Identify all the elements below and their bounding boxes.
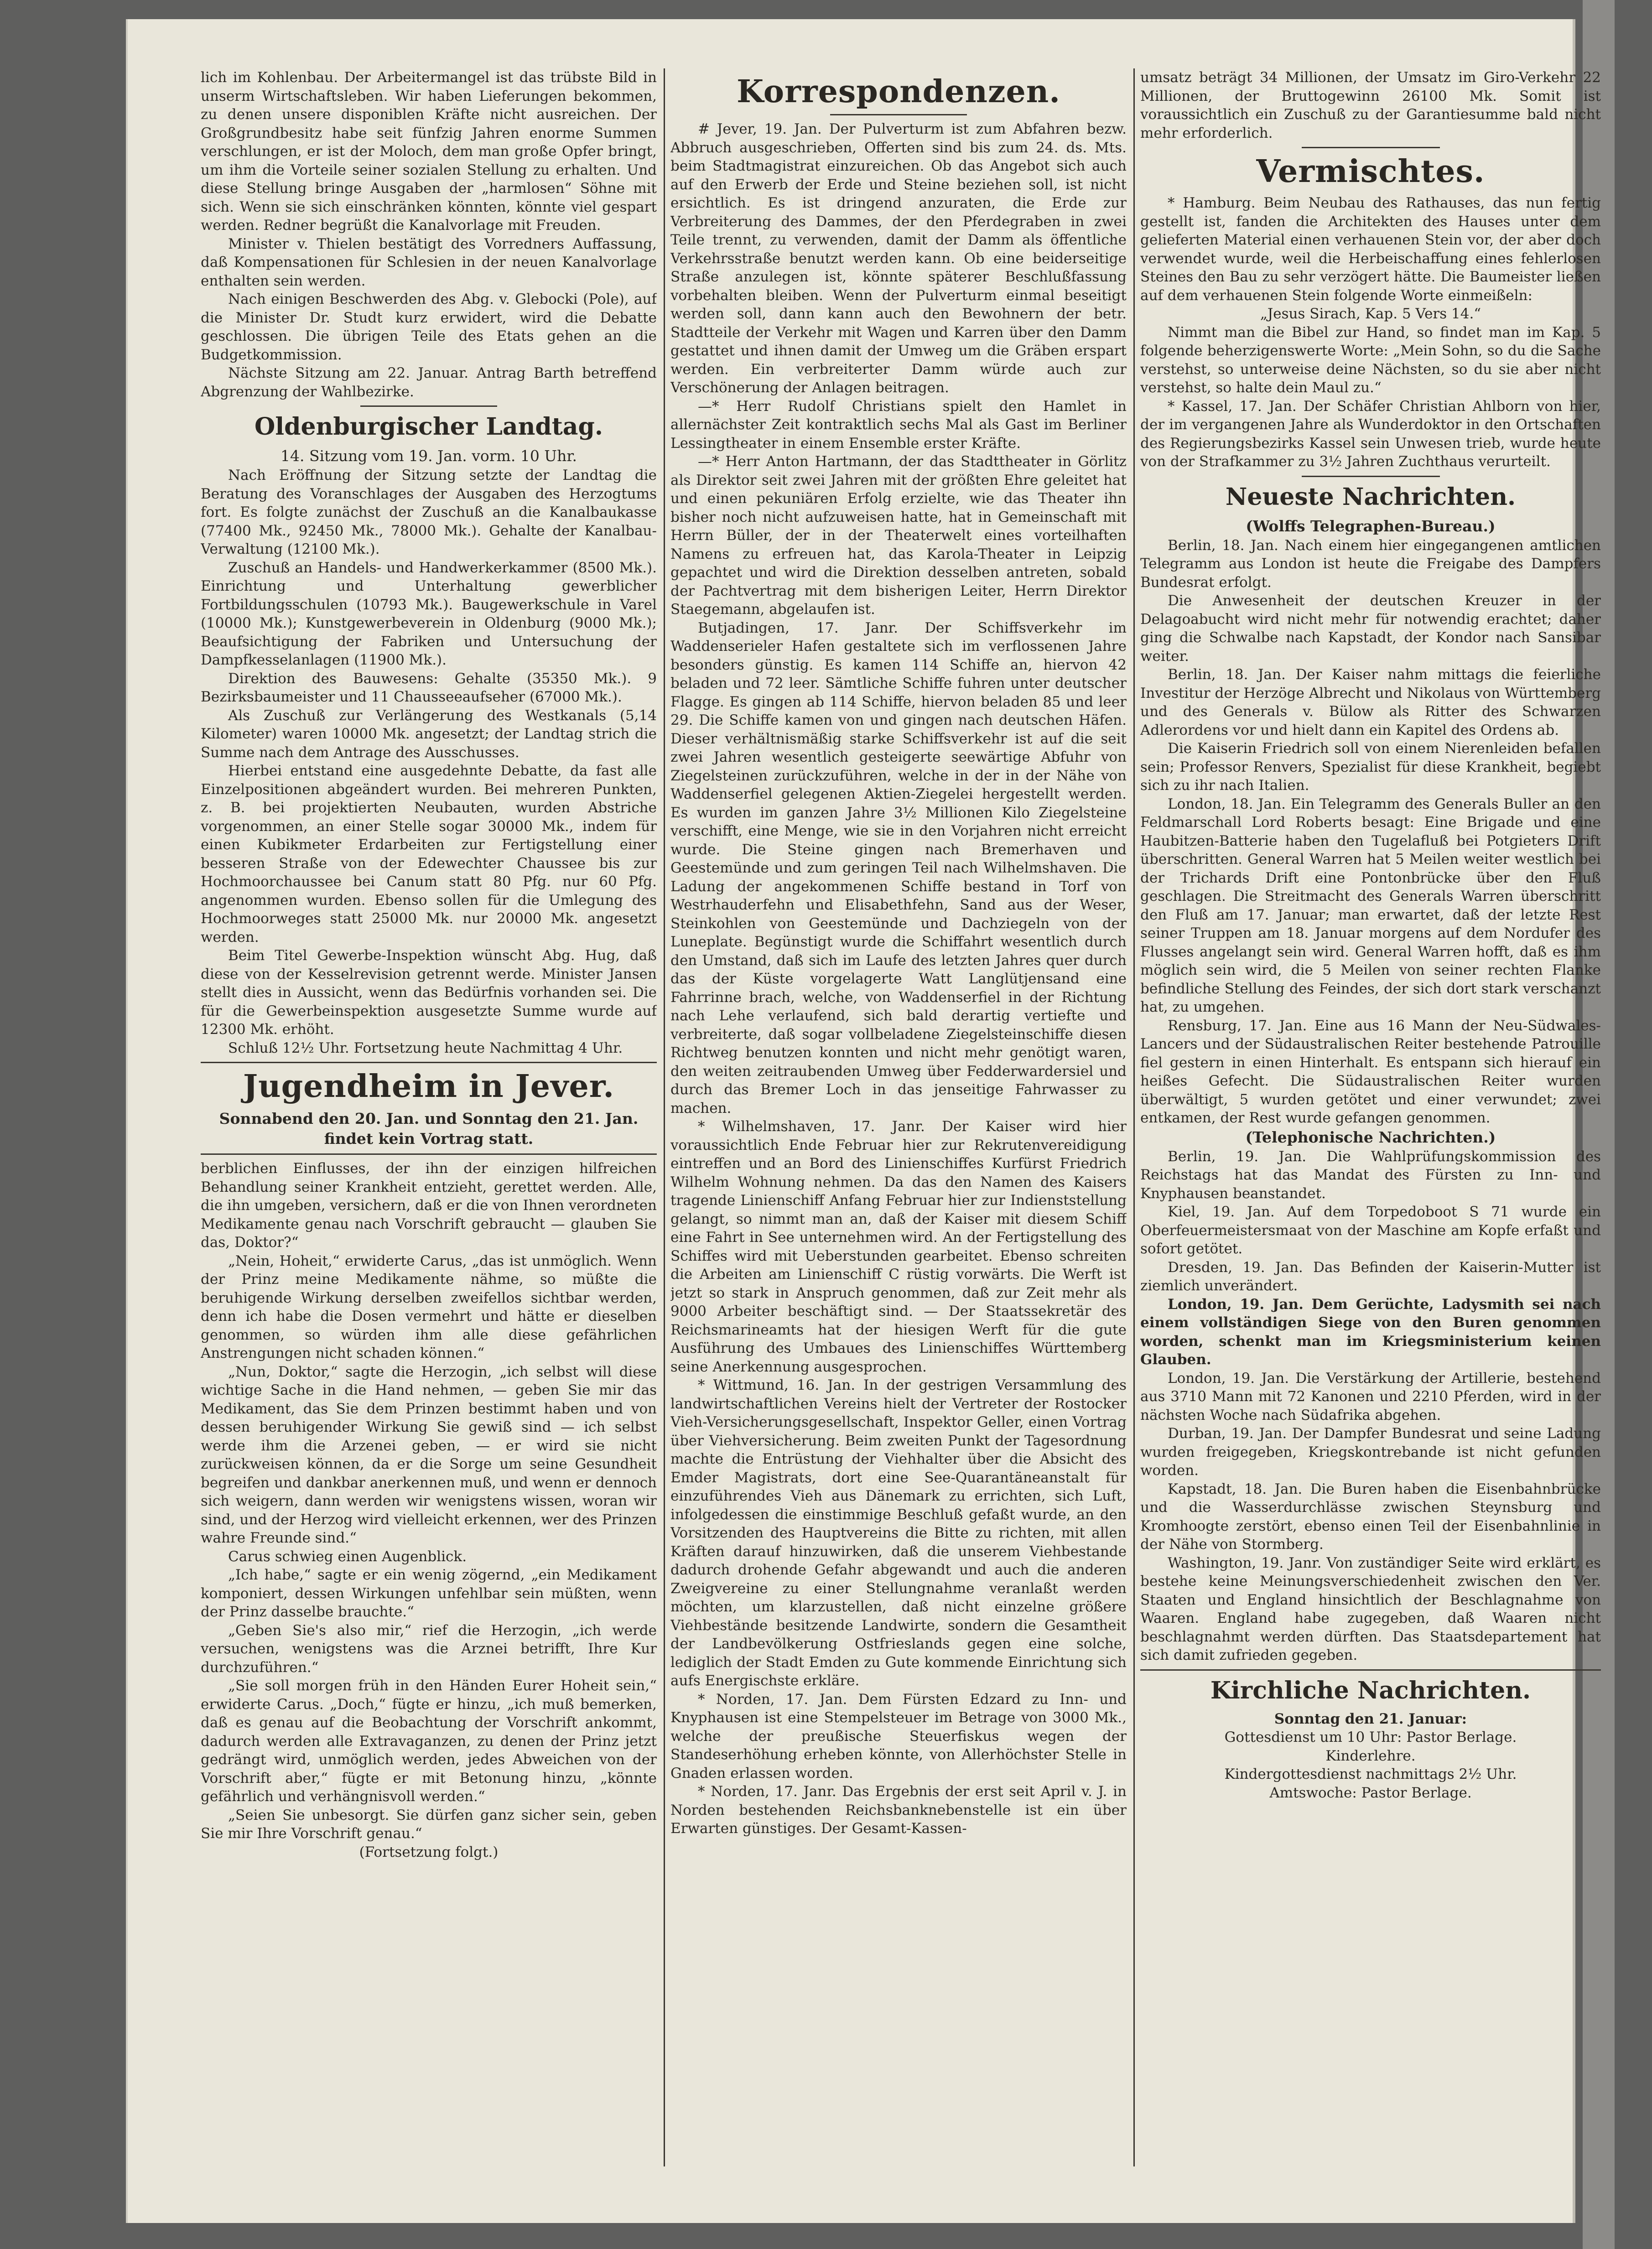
news-item: London, 19. Jan. Die Verstärkung der Artillerie, bestehend aus 3710 Mann mit 72 Kanonen und 2210 Pferden, wird in der nächsten Woche nach Südafrika abgehen. <box>1140 1370 1601 1423</box>
paragraph: Nach einigen Beschwerden des Abg. v. Glebocki (Pole), auf die Minister Dr. Studt kurz erwidert, wird die Debatte geschlossen. Die übrigen Teile des Etats gehen an die Budgetkommission. <box>201 291 657 363</box>
news-item: # Jever, 19. Jan. Der Pulverturm ist zum Abfahren bezw. Abbruch ausgeschrieben, Offerten sind bis zum 24. ds. Mts. beim Stadtmagistrat einzureichen. Ob das Angebot sich auch auf den Erwerb der Erde und Steine beziehen soll, ist nicht ersichtlich. Es ist dringend anzuraten, die Erde zur Verbreiterung des Dammes, der den Pferdegraben in zwei Teile trennt, zu verwenden, damit der Damm als öffentliche Verkehrsstraße benutzt werden kann. Ob eine beiderseitige Straße anzulegen ist, könnte späterer Beschlußfassung vorbehalten bleiben. Wenn der Pulverturm einmal beseitigt werden soll, dann kann auch den Bewohnern der betr. Stadtteile der Verkehr mit Wagen und Karren über den Damm gestattet und ihnen damit der Umweg um die Gräben erspart werden. Ein verbreiterter Damm würde auch zur Verschönerung der Anlagen beitragen. <box>670 121 1127 396</box>
news-item: * Hamburg. Beim Neubau des Rathauses, das nun fertig gestellt ist, fanden die Architekten des Hauses unter dem gelieferten Material einen verhauenen Stein vor, der aber doch verwendet wurde, weil die Herbeischaffung eines fehlerlosen Steines den Bau zu sehr verzögert hätte. Die Baumeister ließen auf dem verhauenen Stein folgende Worte einmeißeln: <box>1140 195 1601 304</box>
column-rule <box>1133 68 1135 2166</box>
paragraph: Schluß 12½ Uhr. Fortsetzung heute Nachmittag 4 Uhr. <box>228 1039 623 1056</box>
church-line: Sonntag den 21. Januar: <box>1274 1710 1467 1727</box>
church-section <box>1140 1676 1601 1802</box>
divider <box>1302 476 1440 477</box>
paragraph: „Nein, Hoheit,“ erwiderte Carus, „das ist unmöglich. Wenn der Prinz meine Medikamente nähme, so müßte die beruhigende Wirkung derselben zweifellos sichtbar werden, denn ich habe die Dosen vermehrt und hätte er dieselben genommen, so würden ihm alle diese gefährlichen Anstrengungen nicht schaden können.“ <box>201 1252 657 1361</box>
news-item: Rensburg, 17. Jan. Eine aus 16 Mann der Neu-Südwales-Lancers und der Südaustralischen Reiter bestehende Patrouille fiel gestern in einen Hinterhalt. Es entspann sich hierauf ein heißes Gefecht. Die Südaustralischen Reiter wurden überwältigt, 5 wurden getötet und einer verwundet; zwei entkamen, der Rest wurde gefangen genommen. <box>1140 1017 1601 1126</box>
church-line: Kindergottesdienst nachmittags 2½ Uhr. <box>1224 1766 1517 1782</box>
paragraph: lich im Kohlenbau. Der Arbeitermangel ist das trübste Bild in unserm Wirtschaftsleben. Wir haben Lieferungen bekommen, zu denen unsere disponiblen Kräfte nicht ausreichen. Der Großgrundbesitz habe seit fünfzig Jahren enorme Summen verschlungen, er ist der Moloch, dem man große Opfer bringt, um ihm die Vorteile seiner sozialen Stellung zu erhalten. Und diese Stellung bringe Ausgaben der „harmlosen“ Söhne mit sich. Wenn sie sich einschränken könnten, könnte viel gespart werden. Redner begrüßt die Kanalvorlage mit Freuden. <box>201 69 657 234</box>
paragraph: Hierbei entstand eine ausgedehnte Debatte, da fast alle Einzelpositionen abgeändert wurden. Bei mehreren Punkten, z. B. bei projektierten Neubauten, wurden Abstriche vorgenommen, an einer Stelle sogar 30000 Mk., indem für einen Kubikmeter Erdarbeiten zur Fertigstellung einer besseren Straße von der Edewechter Chaussee bis zur Hochmoorchaussee bei Canum statt 80 Pfg. nur 60 Pfg. angenommen wurden. Ebenso sollen für die Umlegung des Hochmoorweges statt 25000 Mk. nur 20000 Mk. angesetzt werden. <box>201 763 657 945</box>
column-middle <box>670 68 1127 2185</box>
section-title: Korrespondenzen. <box>737 73 1060 110</box>
paragraph: „Seien Sie unbesorgt. Sie dürfen ganz sicher sein, geben Sie mir Ihre Vorschrift genau.“ <box>201 1807 657 1842</box>
news-item: * Wittmund, 16. Jan. In der gestrigen Versammlung des landwirtschaftlichen Vereins hielt der Vertreter der Rostocker Vieh-Versicherungsgesellschaft, Inspektor Geller, einen Vortrag über Viehversicherung. Beim zweiten Punkt der Tagesordnung machte die Entrüstung der Viehhalter über die Absicht des Emder Magistrats, dort eine See-Quarantäneanstalt für einzuführendes Vieh aus Dänemark zu errichten, sich Luft, infolgedessen die einstimmige Beschluß gefaßt wurde, an den Vorsitzenden des Hauptvereins die Bitte zu richten, mit allen Kräften darauf hinzuwirken, daß die unserem Viehbestande dadurch drohende Gefahr abgewandt und auch die anderen Zweigvereine zu einer Stellungnahme veranlaßt werden möchten, um klarzustellen, daß nicht einzelne größere Viehbestände besitzende Landwirte, sondern die Gesamtheit der Landbevölkerung Ostfrieslands gegen eine solche, lediglich der Stadt Emden zu Gute kommende Einrichtung sich aufs Energischste erkläre. <box>670 1377 1127 1689</box>
news-item: Dresden, 19. Jan. Das Befinden der Kaiserin-Mutter ist ziemlich unverändert. <box>1140 1259 1601 1294</box>
section-title: Vermischtes. <box>1256 153 1485 190</box>
landtag-section <box>201 412 657 1057</box>
divider <box>201 1062 657 1063</box>
continued-note: (Fortsetzung folgt.) <box>359 1844 499 1860</box>
section-title: Kirchliche Nachrichten. <box>1210 1676 1531 1704</box>
news-item: * Norden, 17. Jan. Dem Fürsten Edzard zu Inn- und Knyphausen ist eine Stempelsteuer im Betrage von 3000 Mk., welche der preußische Steuerfiskus wegen der Standeserhöhung erheben könnte, von Allerhöchster Stelle in Gnaden erlassen worden. <box>670 1691 1127 1782</box>
paragraph: umsatz beträgt 34 Millionen, der Umsatz im Giro-Verkehr 22 Millionen, der Bruttogewinn 26100 Mk. Somit ist voraussichtlich ein Zuschuß zu der Garantiesumme bald nicht mehr erforderlich. <box>1140 69 1601 141</box>
news-item: * Wilhelmshaven, 17. Janr. Der Kaiser wird hier voraussichtlich Ende Februar hier zur Rekrutenvereidigung eintreffen und an Bord des Linienschiffes Kurfürst Friedrich Wilhelm Wohnung nehmen. Da das den Namen des Kaisers tragende Linienschiff Anfang Februar hier zur Indienststellung gelangt, so nimmt man an, daß der Kaiser mit diesem Schiff eine Fahrt in See unternehmen wird. An der Fertigstellung des Schiffes wird mit Ueberstunden gearbeitet. Ebenso schreiten die Arbeiten am Linienschiff C rüstig vorwärts. Die Werft ist jetzt so stark in Anspruch genommen, daß zur Zeit mehr als 9000 Arbeiter beschäftigt sind. — Der Staatssekretär des Reichsmarineamts hat der hiesigen Werft für die gute Ausführung des Umbaues des Linienschiffes Württemberg seine Anerkennung ausgesprochen. <box>670 1118 1127 1375</box>
paragraph: Zuschuß an Handels- und Handwerkerkammer (8500 Mk.). Einrichtung und Unterhaltung gewerblicher Fortbildungsschulen (10793 Mk.). Baugewerkschule in Varel (10000 Mk.); Kunstgewerbeverein in Oldenburg (9000 Mk.); Beaufsichtigung der Fabriken und Untersuchung der Dampfkesselanlagen (11900 Mk.). <box>201 559 657 668</box>
news-item: —* Herr Anton Hartmann, der das Stadttheater in Görlitz als Direktor seit zwei Jahren mit der größten Ehre geleitet hat und einen pekuniären Erfolg erzielte, wie das Theater ihn bisher noch nicht aufzuweisen hatte, hat in Gemeinschaft mit Herrn Büller, der in der Theaterwelt eines vorteilhaften Namens zu erfreuen hat, das Karola-Theater in Leipzig gepachtet und wird die Direktion desselben antreten, sobald der Pachtvertrag mit dem bisherigen Leiter, Herrn Direktor Staegemann, abgelaufen ist. <box>670 453 1127 618</box>
news-item: Durban, 19. Jan. Der Dampfer Bundesrat und seine Ladung wurden freigegeben, Kriegskontrebande ist nicht gefunden worden. <box>1140 1425 1601 1479</box>
divider <box>1302 147 1440 148</box>
paragraph: Nächste Sitzung am 22. Januar. Antrag Barth betreffend Abgrenzung der Wahlbezirke. <box>201 365 657 400</box>
column-right <box>1140 68 1601 2185</box>
news-item: —* Herr Rudolf Christians spielt den Hamlet in allernächster Zeit kontraktlich sechs Mal als Gast im Berliner Lessingtheater in einem Ensemble erster Kräfte. <box>670 398 1127 452</box>
parliament-report-end <box>201 68 657 401</box>
source-line: (Telephonische Nachrichten.) <box>1245 1128 1496 1146</box>
news-item: Die Anwesenheit der deutschen Kreuzer in der Delagoabucht wird nicht mehr für notwendig erachtet; daher ging die Schwalbe nach Kapstadt, der Kondor nach Sansibar weiter. <box>1140 592 1601 665</box>
section-title: Neueste Nachrichten. <box>1225 483 1516 511</box>
news-item: * Norden, 17. Janr. Das Ergebnis der erst seit April v. J. in Norden bestehenden Reichsbanknebenstelle ist ein über Erwarten günstiges. Der Gesamt-Kassen- <box>670 1783 1127 1837</box>
news-item: Berlin, 18. Jan. Der Kaiser nahm mittags die feierliche Investitur der Herzöge Albrecht und Nikolaus von Württemberg und des Generals v. Bülow als Ritter des Schwarzen Adlerordens vor und hielt dann ein Kapitel des Ordens ab. <box>1140 666 1601 738</box>
session-line: 14. Sitzung vom 19. Jan. vorm. 10 Uhr. <box>280 447 577 465</box>
news-item: London, 18. Jan. Ein Telegramm des Generals Buller an den Feldmarschall Lord Roberts besagt: Eine Brigade und eine Haubitzen-Batterie haben den Tugelafluß bei Potgieters Drift überschritten. General Warren hat 5 Meilen weiter westlich bei der Trichards Drift eine Pontonbrücke über den Fluß geschlagen. Die Streitmacht des Generals Warren überschritt den Fluß am 17. Januar; man erwartet, daß der letzte Rest seiner Truppen am 18. Januar morgens auf dem Nordufer des Flusses angelangt sein wird. General Warren hofft, daß es ihm möglich sein wird, die 5 Meilen von seiner rechten Flanke befindliche Stellung des Feindes, der sich dort stark verschanzt hat, zu umgehen. <box>1140 795 1601 1015</box>
divider <box>1140 1669 1601 1671</box>
paragraph: „Ich habe,“ sagte er ein wenig zögernd, „ein Medikament komponiert, dessen Wirkungen unfehlbar sein müßten, wenn der Prinz dasselbe brauchte.“ <box>201 1567 657 1620</box>
news-item: Kapstadt, 18. Jan. Die Buren haben die Eisenbahnbrücke und die Wasserdurchlässe zwischen Steynsburg und Kromhoogte zerstört, ebenso einen Teil der Eisenbahnlinie in der Nähe von Stormberg. <box>1140 1480 1601 1553</box>
source-line: (Wolffs Telegraphen-Bureau.) <box>1246 517 1496 535</box>
paragraph: „Geben Sie's also mir,“ rief die Herzogin, „ich werde versuchen, wenigstens was die Arznei betrifft, Ihre Kur durchzuführen.“ <box>201 1622 657 1676</box>
vermischtes-section <box>1140 154 1601 471</box>
latest-news-section <box>1140 483 1601 1665</box>
news-item: London, 19. Jan. Dem Gerüchte, Ladysmith sei nach einem vollständigen Siege von den Buren genommen worden, schenkt man im Kriegsministerium keinen Glauben. <box>1140 1296 1601 1368</box>
news-item: Nimmt man die Bibel zur Hand, so findet man im Kap. 5 folgende beherzigenswerte Worte: „Mein Sohn, so du die Sache verstehst, so unterweise deine Nächsten, so du sie aber nicht verstehst, so halte dein Maul zu.“ <box>1140 324 1601 396</box>
church-line: Kinderlehre. <box>1325 1747 1416 1764</box>
news-item: Berlin, 18. Jan. Nach einem hier eingegangenen amtlichen Telegramm aus London ist heute die Freigabe des Dampfers Bundesrat erfolgt. <box>1140 537 1601 591</box>
section-title: Oldenburgischer Landtag. <box>255 413 603 441</box>
paragraph: Nach Eröffnung der Sitzung setzte der Landtag die Beratung des Voranschlages der Ausgaben des Herzogtums fort. Es folgte zunächst der Zuschuß an die Kanalbaukasse (77400 Mk., 92450 Mk., 78000 Mk.). Gehalte der Kanalbau-Verwaltung (12100 Mk.). <box>201 467 657 557</box>
news-item: Berlin, 19. Jan. Die Wahlprüfungskommission des Reichstags hat das Mandat des Fürsten zu Inn- und Knyphausen beanstandet. <box>1140 1148 1601 1202</box>
quote-line: „Jesus Sirach, Kap. 5 Vers 14.“ <box>1260 306 1481 322</box>
paragraph: Direktion des Bauwesens: Gehalte (35350 Mk.). 9 Bezirksbaumeister und 11 Chausseeaufseher (67000 Mk.). <box>201 670 657 705</box>
church-line: Gottesdienst um 10 Uhr: Pastor Berlage. <box>1224 1729 1517 1745</box>
paragraph: Carus schwieg einen Augenblick. <box>228 1548 467 1565</box>
column-rule <box>664 68 665 2166</box>
notice-title: Jugendheim in Jever. <box>243 1068 614 1105</box>
news-item: Butjadingen, 17. Janr. Der Schiffsverkehr im Waddenserieler Hafen gestaltete sich im verflossenen Jahre besonders günstig. Es kamen 114 Schiffe an, hiervon 42 beladen und 72 leer. Sämtliche Schiffe fuhren unter deutscher Flagge. Es gingen ab 114 Schiffe, hiervon beladen 85 und leer 29. Die Schiffe kamen von und gingen nach deutschen Häfen. Dieser verhältnismäßig starke Schiffsverkehr ist auf die seit zwei Jahren wesentlich gesteigerte seewärtige Abfuhr von Ziegelsteinen zurückzuführen, welche in der in der Nähe von Waddenserfiel gelegenen Aktien-Ziegelei hergestellt werden. Es wurden im ganzen Jahre 3½ Millionen Kilo Ziegelsteine verschifft, eine Menge, wie sie in den Vorjahren nicht erreicht wurde. Die Steine gingen nach Bremerhaven und Geestemünde und zum geringen Teil nach Wilhelmshaven. Die Ladung der angekommenen Schiffe bestand in Torf von Westrhauderfehn und Elisabethfehn, Sand aus der Weser, Steinkohlen von Geestemünde und Dachziegeln von der Luneplate. Begünstigt wurde die Schiffahrt wesentlich durch den Umstand, daß sich im Laufe des letzten Jahres quer durch das der Küste vorgelagerte Watt Langlütjensand eine Fahrrinne brach, welche, von Waddenserfiel in der Richtung nach Lehe verlaufend, sich bald derartig vertiefte und verbreiterte, daß sogar vollbeladene Ziegelsteinschiffe diesen Richtweg benutzen konnten und nicht mehr genötigt waren, den weiten zeitraubenden Umweg über Fedderwardersiel und durch das Bremer Loch in das jenseitige Fahrwasser zu machen. <box>670 619 1127 1117</box>
news-item: Die Kaiserin Friedrich soll von einem Nierenleiden befallen sein; Professor Renvers, Spezialist für diese Krankheit, begiebt sich zu ihr nach Italien. <box>1140 740 1601 794</box>
jugendheim-notice <box>201 1069 657 1149</box>
news-item: * Kassel, 17. Jan. Der Schäfer Christian Ahlborn von hier, der im vergangenen Jahre als Wunderdoktor in den Ortschaften des Regierungsbezirks Kassel sein Unwesen trieb, wurde heute von der Strafkammer zu 3½ Jahren Zuchthaus verurteilt. <box>1140 398 1601 470</box>
paragraph: Beim Titel Gewerbe-Inspektion wünscht Abg. Hug, daß diese von der Kesselrevision getrennt werde. Minister Jansen stellt dies in Aussicht, wenn das Bedürfnis vorhanden sei. Die für die Gewerbeinspektion ausgesetzte Summe wurde auf 12300 Mk. erhöht. <box>201 947 657 1038</box>
divider <box>830 114 967 115</box>
column-left <box>201 68 657 2148</box>
divider <box>201 1153 657 1155</box>
news-item: Kiel, 19. Jan. Auf dem Torpedoboot S 71 wurde ein Oberfeuermeistersmaat von der Maschine am Kopfe erfaßt und sofort getötet. <box>1140 1204 1601 1257</box>
divider <box>360 405 497 407</box>
serial-story <box>201 1159 657 1861</box>
paragraph: „Sie soll morgen früh in den Händen Eurer Hoheit sein,“ erwiderte Carus. „Doch,“ fügte er hinzu, „ich muß bemerken, daß es genau auf die Beobachtung der Vorschrift ankommt, dadurch werden alle Extravaganzen, zu denen der Prinz jetzt gedrängt wird, unmöglich werden, jedes Abweichen von der Vorschrift aber,“ fügte er mit Betonung hinzu, „könnte gefährlich und verhängnisvoll werden.“ <box>201 1678 657 1805</box>
paragraph: Als Zuschuß zur Verlängerung des Westkanals (5,14 Kilometer) waren 10000 Mk. angesetzt; der Landtag strich die Summe nach dem Antrage des Ausschusses. <box>201 707 657 761</box>
paragraph: Minister v. Thielen bestätigt des Vorredners Auffassung, daß Kompensationen für Schlesien in der neuen Kanalvorlage enthalten sein werden. <box>201 235 657 289</box>
news-item: Washington, 19. Janr. Von zuständiger Seite wird erklärt, es bestehe keine Meinungsverschiedenheit zwischen den Ver. Staaten und England hinsichtlich der Beschlagnahme von Waaren. England habe zugegeben, daß Waaren nicht beschlagnahmt werden dürften. Das Staatsdepartement hat sich damit zufrieden gegeben. <box>1140 1554 1601 1663</box>
paragraph: berblichen Einflusses, der ihn der einzigen hilfreichen Behandlung seiner Krankheit entzieht, gerettet werden. Alle, die ihn umgeben, versichern, daß er die von Ihnen verordneten Medikamente genau nach Vorschrift gebraucht — glauben Sie das, Doktor?“ <box>201 1160 657 1251</box>
paragraph: „Nun, Doktor,“ sagte die Herzogin, „ich selbst will diese wichtige Sache in die Hand nehmen, — geben Sie mir das Medikament, das Sie dem Prinzen bestimmt haben und von dessen beruhigender Wirkung Sie gewiß sind — ich selbst werde ihm die Arzenei geben, — er wird sie nicht zurückweisen können, da er die Sorge um seine Gesundheit begreifen und dankbar anerkennen muß, und wenn er dennoch sich weigern, dann werden wir wenigstens wissen, woran wir sind, und der Herzog wird vielleicht erkennen, wer des Prinzen wahre Freunde sind.“ <box>201 1363 657 1546</box>
church-line: Amtswoche: Pastor Berlage. <box>1269 1784 1472 1801</box>
notice-text: Sonnabend den 20. Jan. und Sonntag den 21. Jan. findet kein Vortrag statt. <box>219 1110 639 1148</box>
